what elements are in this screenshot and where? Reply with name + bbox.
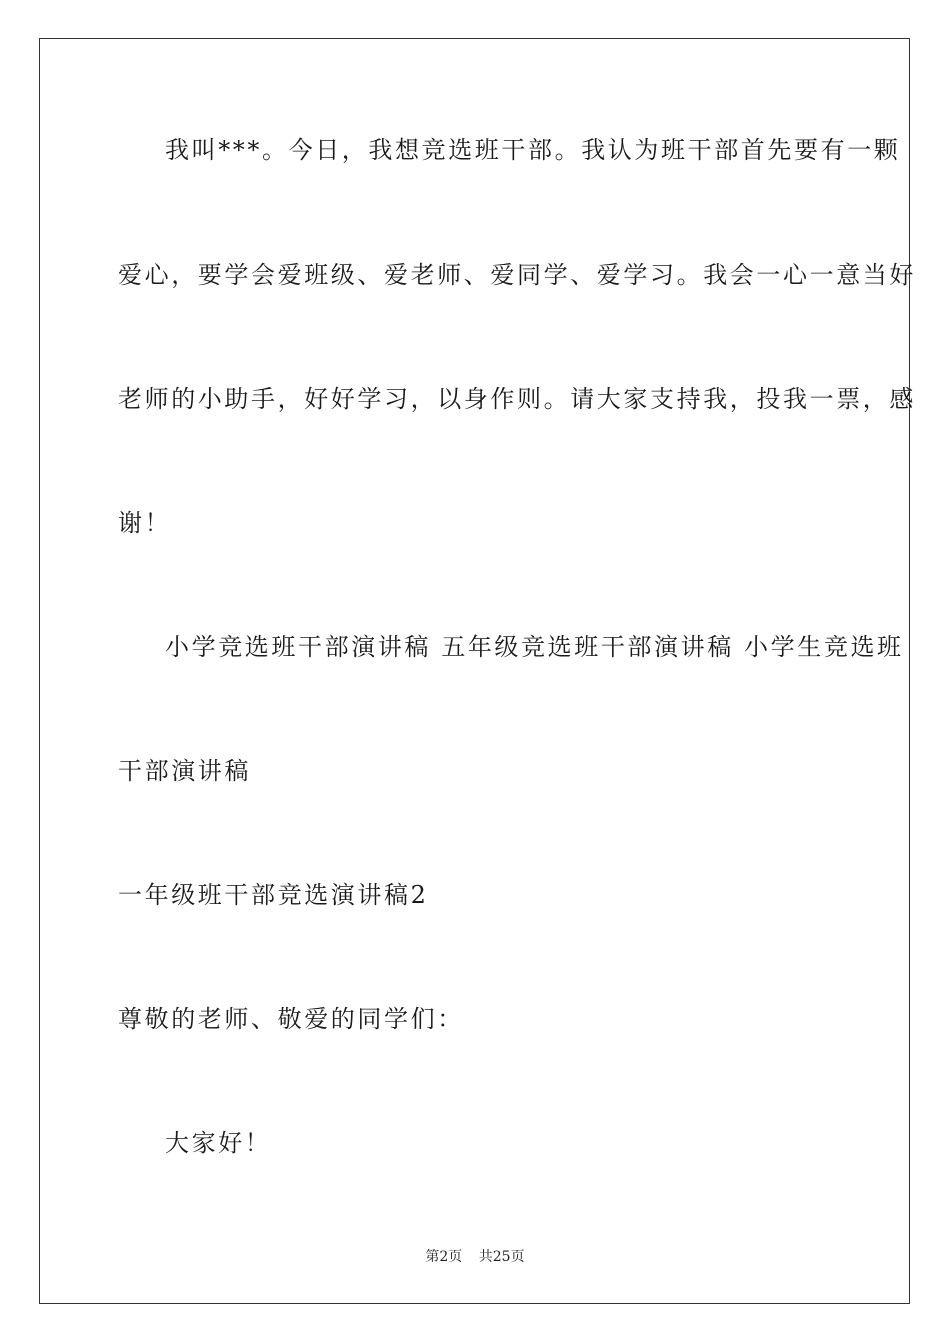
related-titles-line: 小学竞选班干部演讲稿 五年级竞选班干部演讲稿 小学生竞选班 <box>165 633 904 661</box>
greeting: 大家好！ <box>165 1129 272 1157</box>
body-paragraph-line: 老师的小助手，好好学习，以身作则。请大家支持我，投我一票，感 <box>118 385 916 413</box>
body-paragraph-line: 谢！ <box>118 509 172 537</box>
related-titles-line: 干部演讲稿 <box>118 757 251 785</box>
page-number: 第2页 <box>425 1249 463 1265</box>
section-title: 一年级班干部竞选演讲稿2 <box>118 881 429 909</box>
page-footer <box>0 1248 950 1266</box>
page-total: 共25页 <box>478 1249 525 1265</box>
salutation: 尊敬的老师、敬爱的同学们： <box>118 1005 464 1033</box>
body-paragraph-line: 爱心，要学会爱班级、爱老师、爱同学、爱学习。我会一心一意当好 <box>118 261 916 289</box>
page-border <box>39 38 910 1304</box>
body-paragraph-line: 我叫***。今日，我想竞选班干部。我认为班干部首先要有一颗 <box>165 136 901 164</box>
